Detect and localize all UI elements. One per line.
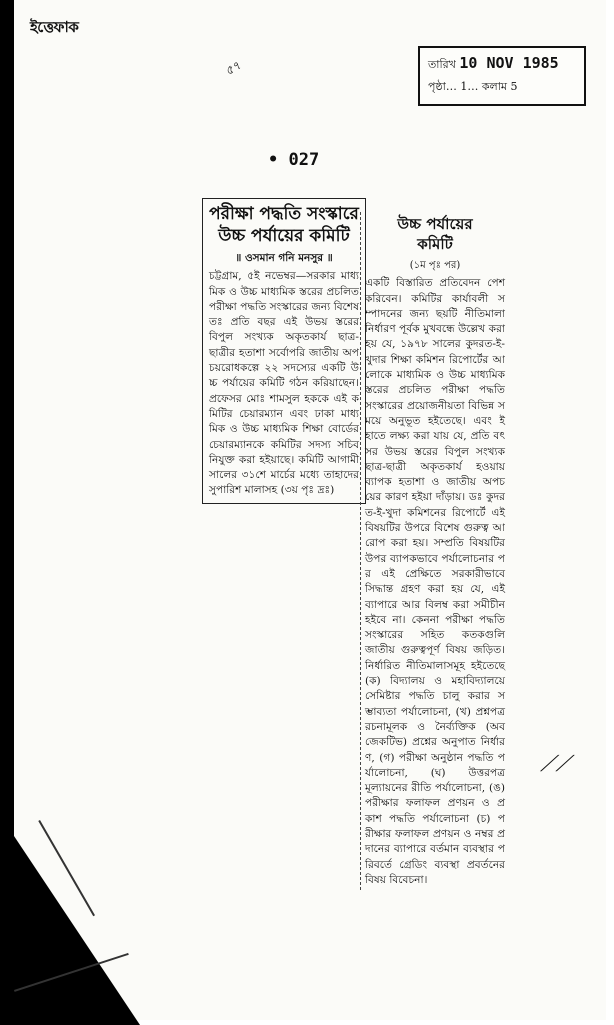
continuation-headline	[365, 214, 505, 254]
continuation-headline-line-1: উচ্চ পর্যায়ের	[397, 215, 473, 233]
article-body-left: চট্টগ্রাম, ৫ই নভেম্বর—সরকার মাধ্যমিক ও উচ্চ মাধ্যমিক স্তরের প্রচলিত পরীক্ষা পদ্ধতি সংস্কারের জন্য বিশেষতঃ প্রতি বছর এই উভয় স্তরের বিপুল সংখ্যক অকৃতকার্য ছাত্র-ছাত্রীর হতাশা সর্বোপরি জাতীয় অপচয়রোধকল্পে ২২ সদস্যের একটি উচ্চ পর্যায়ের কমিটি গঠন করিয়াছেন। প্রফেসর মোঃ শামসুল হককে এই কমিটির চেয়ারম্যান এবং ঢাকা মাধ্যমিক ও উচ্চ মাধ্যমিক শিক্ষা বোর্ডের চেয়ারম্যানকে কমিটির সদস্য সচিব নিযুক্ত করা হইয়াছে। কমিটি আগামী সালের ৩১শে মার্চের মধ্যে তাহাদের সুপারিশ মালাসহ (৩য় পৃঃ দ্রঃ)	[209, 270, 359, 497]
handwritten-margin-note: ৫৭	[222, 58, 244, 79]
date-stamp: তারিখ 10 NOV 1985 পৃষ্ঠা… 1… কলাম 5	[418, 46, 586, 106]
newspaper-masthead: ইত্তেফাক	[30, 18, 79, 36]
stamp-column-value: 5	[510, 80, 518, 93]
handwritten-mark-icon: ⟋⟋	[540, 752, 571, 777]
article-body-right: একটি বিস্তারিত প্রতিবেদন পেশ করিবেন। কমিটির কার্যাবলী সম্পাদনের জন্য ছয়টি নীতিমালা নির্ধারণ পূর্বক মুখবন্ধে উল্লেখ করা হয় যে, ১৯৭৮ সালের কুদরত-ই-খুদার শিক্ষা কমিশন রিপোর্টের আলোকে মাধ্যমিক ও উচ্চ মাধ্যমিক স্তরের প্রচলিত পরীক্ষা পদ্ধতি সংস্কারের প্রয়োজনীয়তা বিভিন্ন সময়ে অনুভূত হইতেছে। এবং ইহাতে লক্ষ্য করা যায় যে, প্রতি বৎসর উভয় স্তরের বিপুল সংখ্যক ছাত্র-ছাত্রী অকৃতকার্য হওয়ায় ব্যাপক হতাশা ও জাতীয় অপচয়ের কারণ হইয়া দাঁড়ায়। ডঃ কুদরত-ই-খুদা কমিশনের রিপোর্টে এই বিষয়টির উপরে বিশেষ গুরুত্ব আরোপ করা হয়। সম্প্রতি বিষয়টির উপর ব্যাপকভাবে পর্যালোচনার পর এই প্রেক্ষিতে সরকারীভাবে সিদ্ধান্ত গ্রহণ করা হয় যে, এই ব্যাপারে আর বিলম্ব করা সমীচীন হইবে না। কেননা পরীক্ষা পদ্ধতি সংস্কারের সহিত কতকগুলি জাতীয় গুরুত্বপূর্ণ বিষয় জড়িত। নির্ধারিত নীতিমালাসমূহ হইতেছে (ক) বিদ্যালয় ও মহাবিদ্যালয়ে সেমিষ্টার পদ্ধতি চালু করার সম্ভাব্যতা পর্যালোচনা, (খ) প্রশ্নপত্র রচনামূলক ও নৈর্ব্যক্তিক (অবজেকটিভ) প্রশ্নের অনুপাত নির্ধারণ, (গ) পরীক্ষা অনুষ্ঠান পদ্ধতি পর্যালোচনা, (ঘ) উত্তরপত্র মূল্যায়নের রীতি পর্যালোচনা, (ঙ) পরীক্ষার ফলাফল প্রণয়ন ও প্রকাশ পদ্ধতি পর্যালোচনা (চ) পরীক্ষার ফলাফল প্রণয়ন ও নম্বর প্রদানের ব্যাপারে বর্তমান ব্যবস্থার পরিবর্তে গ্রেডিং ব্যবস্থা প্রবর্তনের বিষয় বিবেচনা।	[365, 277, 505, 886]
headline-line-2: উচ্চ পর্যায়ের কমিটি	[218, 226, 350, 246]
clipping-number: • 027	[268, 150, 320, 170]
stamp-date-value: 10 NOV 1985	[459, 54, 559, 72]
article-right-column	[360, 212, 509, 890]
stamp-page-value: 1	[460, 80, 468, 93]
stamp-column-label: কলাম	[481, 80, 508, 93]
article-byline: ॥ ওসমান গনি মনসুর ॥	[235, 252, 333, 264]
article-left-column	[202, 198, 366, 504]
continuation-headline-line-2: কমিটি	[417, 235, 453, 253]
headline-line-1: পরীক্ষা পদ্ধতি সংস্কারে	[209, 204, 359, 224]
article-headline	[209, 203, 359, 247]
scan-corner-shadow	[0, 815, 140, 1025]
stamp-date-label: তারিখ	[428, 58, 456, 71]
continued-from-note: (১ম পৃঃ পর)	[409, 260, 461, 271]
stamp-page-label: পৃষ্ঠা	[428, 80, 446, 93]
